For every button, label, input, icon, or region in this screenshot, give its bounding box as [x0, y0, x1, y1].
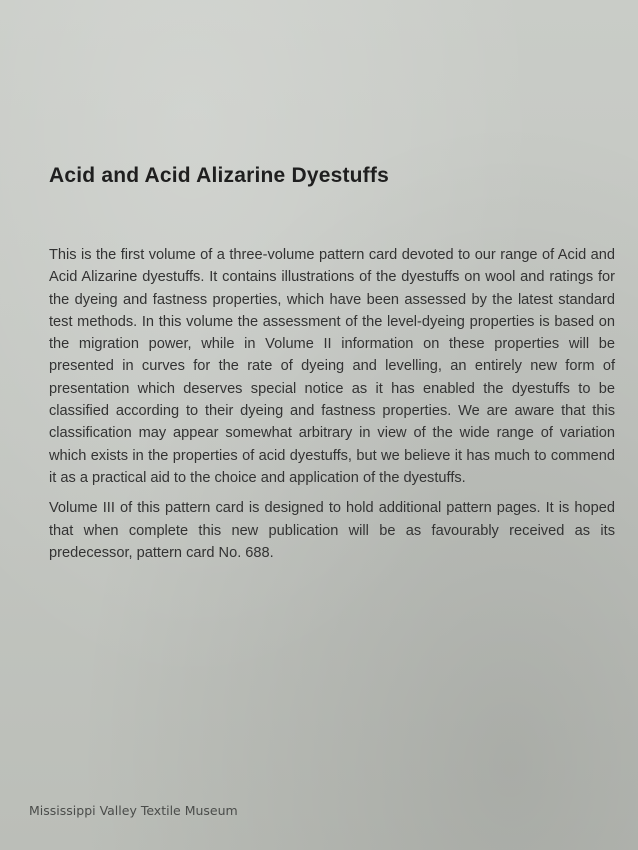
intro-paragraph: This is the first volume of a three-volume pattern card devoted to our range of Acid and Acid Alizarine dyestuffs. It contains illustrations of the dyestuffs on wool and ratings for the dyeing and fastness properties, which have been assessed by the latest standard test methods. In this volume the assessment of the level-dyeing properties is based on the migration power, while in Volume II information on these properties will be presented in curves for the rate of dyeing and levelling, an entirely new form of presentation which deserves special notice as it has enabled the dyestuffs to be classified according to their dyeing and fastness properties. We are aware that this classification may appear somewhat arbitrary in view of the wide range of variation which exists in the properties of acid dyestuffs, but we believe it has much to commend it as a practical aid to the choice and application of the dyestuffs. — [49, 247, 615, 486]
museum-watermark: Mississippi Valley Textile Museum — [29, 803, 238, 818]
page-title: Acid and Acid Alizarine Dyestuffs — [49, 164, 389, 187]
volume-three-paragraph: Volume III of this pattern card is designed to hold additional pattern pages. It is hoped that when complete this new publication will be as favourably received as its predecessor, pattern card No. 688. — [49, 500, 615, 561]
body-text — [49, 244, 615, 564]
